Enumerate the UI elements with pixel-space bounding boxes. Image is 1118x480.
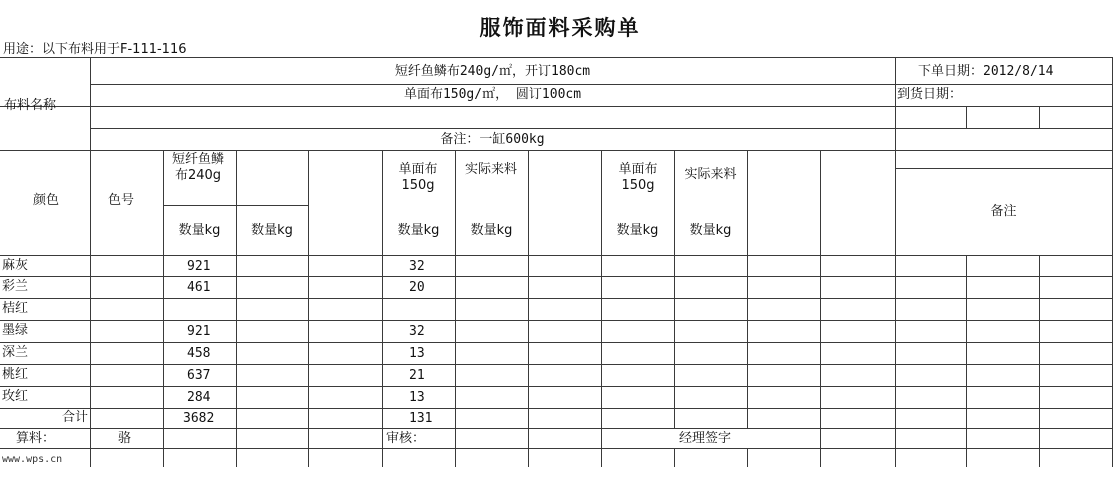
- rule-col: [601, 150, 602, 467]
- rule-col: [1039, 255, 1040, 467]
- rule: [895, 168, 1112, 169]
- rule-col: [966, 255, 967, 467]
- rule: [90, 84, 1112, 85]
- rule: [0, 364, 1112, 365]
- row-qty-b: 21: [409, 368, 425, 383]
- header-color-no: 色号: [108, 193, 135, 208]
- row-color: 桔红: [2, 301, 29, 316]
- row-qty-b: 13: [409, 390, 425, 405]
- rule-col: [455, 150, 456, 467]
- row-color: 麻灰: [2, 258, 29, 273]
- row-qty-b: 32: [409, 324, 425, 339]
- purpose-text: 用途：以下布料用于F-111-116: [3, 42, 187, 57]
- row-qty-a: 284: [187, 390, 211, 405]
- rule-col: [674, 150, 675, 428]
- rule-col: [747, 150, 748, 428]
- page-title: 服饰面料采购单: [479, 15, 641, 40]
- row-qty-b: 32: [409, 259, 425, 274]
- manager-signature-label: 经理签字: [679, 431, 732, 446]
- header-fabric-c: 单面布150g: [618, 162, 658, 193]
- rule-col: [382, 150, 383, 467]
- watermark-text: www.wps.cn: [2, 454, 63, 465]
- rule: [0, 150, 1112, 151]
- rule: [0, 298, 1112, 299]
- header-color: 颜色: [33, 193, 60, 208]
- rule-col: [528, 150, 529, 467]
- rule: [0, 106, 1112, 107]
- rule-col: [1039, 106, 1040, 128]
- order-date: 下单日期：2012/8/14: [918, 64, 1054, 79]
- rule-col: [163, 150, 164, 467]
- row-qty-a: 637: [187, 368, 211, 383]
- qty-label: 数量kg: [616, 223, 659, 238]
- rule: [0, 255, 1112, 256]
- rule-col: [90, 57, 91, 467]
- rule: [0, 408, 1112, 409]
- review-label: 审核：: [386, 431, 426, 446]
- rule: [0, 386, 1112, 387]
- rule-col-right: [1112, 57, 1113, 467]
- row-color: 深兰: [2, 345, 29, 360]
- row-qty-b: 20: [409, 280, 425, 295]
- rule-col: [966, 106, 967, 128]
- qty-label: 数量kg: [397, 223, 440, 238]
- fabric-line-1: 短纤鱼鳞布240g/㎡，开订180cm: [394, 64, 591, 79]
- header-actual-c: 实际来料: [684, 167, 737, 182]
- rule: [0, 320, 1112, 321]
- header-actual-a: 实际来料: [464, 162, 517, 177]
- header-remarks: 备注: [990, 204, 1017, 219]
- rule: [0, 342, 1112, 343]
- total-qty-b: 131: [409, 411, 433, 426]
- rule: [0, 428, 1112, 429]
- qty-label: 数量kg: [251, 223, 293, 238]
- rule-col: [236, 150, 237, 467]
- rule: [0, 276, 1112, 277]
- delivery-date: 到货日期：: [897, 87, 963, 102]
- total-label: 合计: [62, 410, 89, 425]
- total-qty-a: 3682: [183, 411, 215, 426]
- row-qty-a: 921: [187, 324, 211, 339]
- row-qty-a: 921: [187, 259, 211, 274]
- qty-label: 数量kg: [689, 223, 732, 238]
- rule-col: [747, 448, 748, 467]
- row-qty-a: 461: [187, 280, 211, 295]
- row-qty-a: 458: [187, 346, 211, 361]
- row-color: 桃红: [2, 367, 29, 382]
- rule-col: [308, 150, 309, 467]
- fabric-line-2: 单面布150g/㎡， 圆订100cm: [403, 87, 582, 102]
- header-fabric-a: 短纤鱼鳞布240g: [171, 152, 224, 183]
- qty-label: 数量kg: [470, 223, 513, 238]
- row-qty-b: 13: [409, 346, 425, 361]
- fabric-name-label: 布料名称: [4, 98, 57, 113]
- rule-col: [895, 57, 896, 467]
- calc-name: 骆: [118, 431, 132, 446]
- rule-top: [0, 57, 1112, 58]
- calc-label: 算料：: [16, 431, 56, 446]
- row-color: 墨绿: [2, 323, 29, 338]
- row-color: 玫红: [2, 389, 29, 404]
- rule: [0, 448, 1112, 449]
- remark-line: 备注：一缸600kg: [440, 132, 545, 147]
- rule: [90, 128, 1112, 129]
- qty-label: 数量kg: [178, 223, 221, 238]
- rule-col: [674, 448, 675, 467]
- row-color: 彩兰: [2, 279, 29, 294]
- header-fabric-b: 单面布150g: [398, 162, 438, 193]
- rule-col: [820, 150, 821, 467]
